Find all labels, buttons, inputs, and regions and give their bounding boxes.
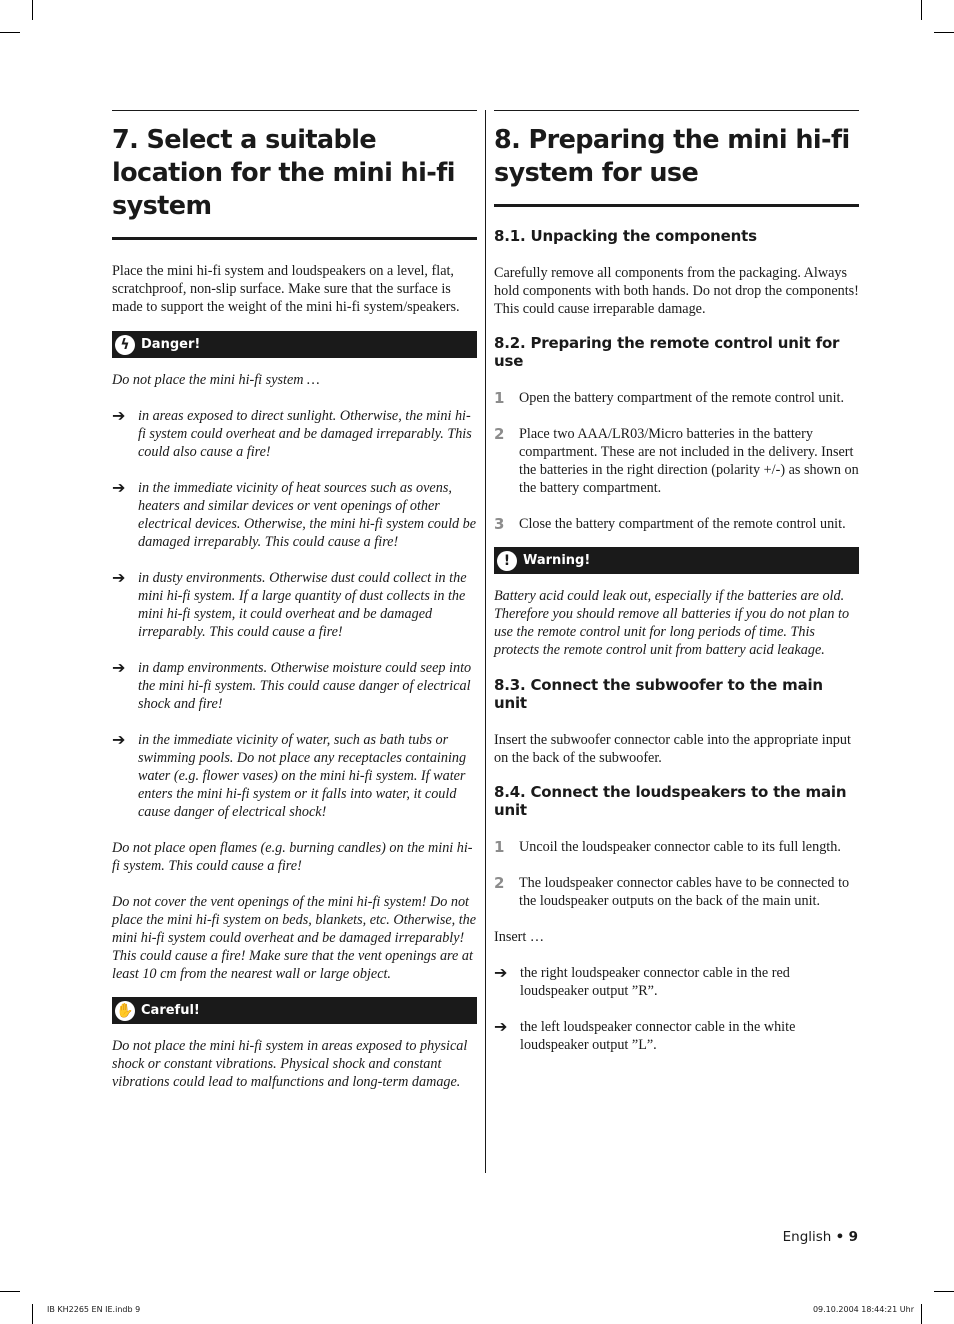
footer-bullet: • bbox=[835, 1229, 845, 1245]
page-footer bbox=[783, 1229, 858, 1245]
subsection-8-3-heading: 8.3. Connect the subwoofer to the main unit bbox=[494, 676, 823, 712]
vents-paragraph: Do not cover the vent openings of the mini hi-fi system! Do not place the mini hi-fi system on beds, blankets, etc. Otherwise, the mini hi-fi system could overheat and be damaged irreparably! This could cause a fire! Make sure that the vent openings are at least 10 cm from the nearest wall or large object. bbox=[112, 894, 477, 982]
print-slug-right: 09.10.2004 18:44:21 Uhr bbox=[812, 1305, 914, 1314]
unpacking-paragraph: Carefully remove all components from the packaging. Always hold components with both hands. Do not drop the components! This could cause irreparable damage. bbox=[494, 265, 859, 317]
numbered-step bbox=[494, 425, 859, 497]
list-item bbox=[112, 407, 477, 461]
page-number: 9 bbox=[848, 1229, 858, 1245]
title-rule-bottom bbox=[112, 237, 477, 240]
crop-mark bbox=[0, 32, 20, 33]
step-number: 1 bbox=[494, 389, 505, 407]
insert-lead: Insert … bbox=[494, 929, 545, 945]
hand-icon: ✋ bbox=[116, 1002, 134, 1019]
step-text: Close the battery compartment of the remote control unit. bbox=[519, 516, 846, 532]
list-item bbox=[112, 731, 477, 821]
title-rule-top bbox=[112, 110, 477, 111]
step-number: 2 bbox=[494, 425, 505, 443]
step-text: Uncoil the loudspeaker connector cable to its full length. bbox=[519, 839, 841, 855]
crop-mark bbox=[934, 32, 954, 33]
list-item-text: the right loudspeaker connector cable in the red loudspeaker output ”R”. bbox=[520, 965, 790, 999]
list-item-text: in areas exposed to direct sunlight. Otherwise, the mini hi-fi system could overheat and be damaged irreparably. This could also cause a fire! bbox=[138, 408, 472, 460]
danger-lead: Do not place the mini hi-fi system … bbox=[112, 372, 320, 388]
flames-paragraph: Do not place open flames (e.g. burning candles) on the mini hi-fi system. This could cause a fire! bbox=[112, 840, 473, 874]
print-slug-left: IB KH2265 EN IE.indb 9 bbox=[47, 1305, 141, 1314]
list-item bbox=[112, 659, 477, 713]
arrow-right-icon: ➔ bbox=[112, 658, 126, 677]
list-item-text: in the immediate vicinity of heat sources such as ovens, heaters and similar devices or vent openings of other electrical devices. Otherwise, the mini hi-fi system could be damaged irreparably. This could cause a fire! bbox=[138, 480, 477, 550]
arrow-right-icon: ➔ bbox=[112, 406, 126, 425]
section-8-title: 8. Preparing the mini hi-fi system for use bbox=[494, 125, 850, 188]
intro-paragraph: Place the mini hi-fi system and loudspeakers on a level, flat, scratchproof, non-slip surface. Make sure that the surface is made to support the weight of the mini hi-fi system/speakers. bbox=[112, 263, 460, 315]
step-number: 2 bbox=[494, 874, 505, 892]
crop-mark bbox=[0, 1291, 20, 1292]
subsection-8-2-heading: 8.2. Preparing the remote control unit for use bbox=[494, 334, 840, 370]
crop-mark bbox=[921, 0, 922, 20]
step-number: 1 bbox=[494, 838, 505, 856]
title-rule-top bbox=[494, 110, 859, 111]
danger-bar bbox=[112, 331, 477, 358]
numbered-step bbox=[494, 515, 859, 533]
crop-mark bbox=[32, 0, 33, 20]
footer-language: English bbox=[782, 1229, 832, 1245]
lightning-icon: ϟ bbox=[115, 335, 135, 355]
crop-mark bbox=[934, 1291, 954, 1292]
numbered-step bbox=[494, 838, 859, 856]
right-column bbox=[494, 110, 859, 1054]
crop-mark bbox=[32, 1304, 33, 1324]
section-7-title: 7. Select a suitable location for the mini hi-fi system bbox=[112, 125, 455, 221]
step-text: The loudspeaker connector cables have to be connected to the loudspeaker outputs on the back of the main unit. bbox=[519, 875, 850, 909]
numbered-step bbox=[494, 389, 859, 407]
warning-label: Warning! bbox=[523, 553, 591, 568]
careful-label: Careful! bbox=[141, 1003, 200, 1018]
arrow-right-icon: ➔ bbox=[112, 478, 126, 497]
numbered-step bbox=[494, 874, 859, 910]
crop-mark bbox=[921, 1304, 922, 1324]
left-column bbox=[112, 110, 477, 1091]
list-item bbox=[494, 1018, 859, 1054]
step-text: Open the battery compartment of the remote control unit. bbox=[519, 390, 845, 406]
subsection-8-4-heading: 8.4. Connect the loudspeakers to the main unit bbox=[494, 783, 847, 819]
list-item bbox=[112, 569, 477, 641]
arrow-right-icon: ➔ bbox=[112, 730, 126, 749]
step-text: Place two AAA/LR03/Micro batteries in the battery compartment. These are not included in the delivery. Insert the batteries in the right direction (polarity +/-) as shown on the battery compartment. bbox=[519, 426, 859, 496]
arrow-right-icon: ➔ bbox=[494, 1017, 508, 1036]
warning-bar bbox=[494, 547, 859, 574]
list-item-text: in the immediate vicinity of water, such as bath tubs or swimming pools. Do not place any receptacles containing water (e.g. flower vases) on the mini hi-fi system. If water enters the mini hi-fi system or it falls into water, it could cause danger of electrical shock! bbox=[138, 732, 467, 820]
column-divider bbox=[485, 110, 486, 1173]
list-item-text: in dusty environments. Otherwise dust could collect in the mini hi-fi system. If a large quantity of dust collects in the mini hi-fi system, it could overheat and be damaged irreparably. This could cause a fire! bbox=[138, 570, 467, 640]
list-item bbox=[112, 479, 477, 551]
danger-label: Danger! bbox=[141, 337, 201, 352]
arrow-right-icon: ➔ bbox=[494, 963, 508, 982]
list-item-text: the left loudspeaker connector cable in the white loudspeaker output ”L”. bbox=[520, 1019, 796, 1053]
subwoofer-paragraph: Insert the subwoofer connector cable into the appropriate input on the back of the subwoofer. bbox=[494, 732, 851, 766]
warning-paragraph: Battery acid could leak out, especially if the batteries are old. Therefore you should remove all batteries if you do not plan to use the remote control unit for long periods of time. This protects the remote control unit from battery acid leakage. bbox=[494, 588, 850, 658]
step-number: 3 bbox=[494, 515, 505, 533]
careful-bar bbox=[112, 997, 477, 1024]
careful-paragraph: Do not place the mini hi-fi system in areas exposed to physical shock or constant vibrations. Physical shock and constant vibrations could lead to malfunctions and long-term damage. bbox=[112, 1038, 468, 1090]
list-item bbox=[494, 964, 859, 1000]
exclamation-icon: ! bbox=[497, 551, 517, 571]
arrow-right-icon: ➔ bbox=[112, 568, 126, 587]
list-item-text: in damp environments. Otherwise moisture could seep into the mini hi-fi system. This could cause danger of electrical shock and fire! bbox=[138, 660, 472, 712]
subsection-8-1-heading: 8.1. Unpacking the components bbox=[494, 227, 757, 245]
title-rule-bottom bbox=[494, 204, 859, 207]
